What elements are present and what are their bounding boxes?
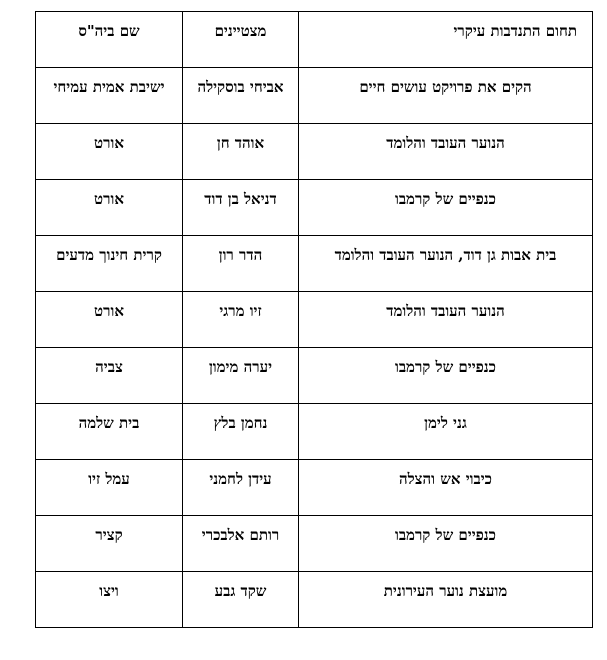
cell-school: אורט xyxy=(36,180,183,236)
table-row xyxy=(36,292,593,348)
cell-main-area: מועצת נוער העירונית xyxy=(299,572,593,628)
cell-name: שקד גבע xyxy=(183,572,299,628)
cell-name: רותם אלבכרי xyxy=(183,516,299,572)
cell-main-area: הקים את פרויקט עושים חיים xyxy=(299,68,593,124)
cell-name: דניאל בן דוד xyxy=(183,180,299,236)
table-row xyxy=(36,348,593,404)
table-row xyxy=(36,236,593,292)
cell-school: קציר xyxy=(36,516,183,572)
header-school: שם ביה"ס xyxy=(36,12,183,68)
cell-name: אביחי בוסקילה xyxy=(183,68,299,124)
cell-name: נחמן בלץ xyxy=(183,404,299,460)
cell-name: הדר רון xyxy=(183,236,299,292)
header-main-area: תחום התנדבות עיקרי xyxy=(299,12,593,68)
cell-school: ויצו xyxy=(36,572,183,628)
table-header-row xyxy=(36,12,593,68)
cell-main-area: גני לימן xyxy=(299,404,593,460)
cell-name: יערה מימון xyxy=(183,348,299,404)
cell-name: זיו מרגי xyxy=(183,292,299,348)
cell-main-area: הנוער העובד והלומד xyxy=(299,292,593,348)
table-row xyxy=(36,572,593,628)
cell-main-area: הנוער העובד והלומד xyxy=(299,124,593,180)
header-outstanding: מצטיינים xyxy=(183,12,299,68)
cell-school: אורט xyxy=(36,124,183,180)
table-row xyxy=(36,124,593,180)
table-row xyxy=(36,68,593,124)
cell-school: עמל זיו xyxy=(36,460,183,516)
cell-school: קרית חינוך מדעים xyxy=(36,236,183,292)
table-row xyxy=(36,404,593,460)
table-row xyxy=(36,516,593,572)
cell-main-area: כיבוי אש והצלה xyxy=(299,460,593,516)
cell-school: בית שלמה xyxy=(36,404,183,460)
table-row xyxy=(36,180,593,236)
cell-main-area: כנפיים של קרמבו xyxy=(299,348,593,404)
cell-main-area: כנפיים של קרמבו xyxy=(299,180,593,236)
volunteers-table xyxy=(35,11,593,628)
cell-school: ישיבת אמית עמיחי xyxy=(36,68,183,124)
cell-school: צביה xyxy=(36,348,183,404)
cell-school: אורט xyxy=(36,292,183,348)
cell-main-area: כנפיים של קרמבו xyxy=(299,516,593,572)
cell-main-area: בית אבות גן דוד, הנוער העובד והלומד xyxy=(299,236,593,292)
cell-name: אוהד חן xyxy=(183,124,299,180)
cell-name: עידן לחמני xyxy=(183,460,299,516)
table-row xyxy=(36,460,593,516)
